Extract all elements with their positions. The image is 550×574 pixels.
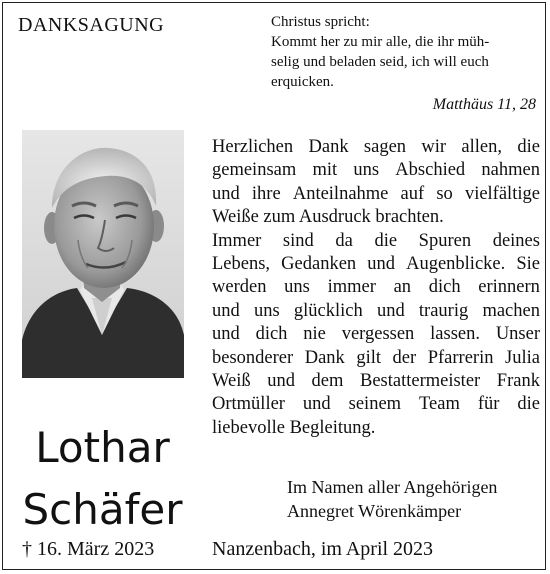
bible-quote (271, 12, 541, 92)
quote-source: Matthäus 11, 28 (432, 96, 536, 113)
signature-name: Annegret Wörenkämper (287, 501, 462, 521)
death-date: † 16. März 2023 (22, 538, 155, 560)
message-line: und uns glücklich und traurig machen (212, 300, 540, 321)
notice-heading: DANKSAGUNG (18, 14, 165, 36)
deceased-last-name: Schäfer (22, 485, 183, 534)
message-line: werden uns immer an dich erinnern (212, 277, 540, 298)
portrait-photo (22, 130, 184, 378)
thank-you-message (212, 136, 540, 440)
message-line: und ihre Anteilnahme auf so vielfältige (212, 183, 540, 204)
message-line: Lebens, Gedanken und Augenblicke. Sie (212, 254, 540, 275)
signature-block (287, 475, 497, 523)
quote-line: selig und beladen seid, ich will euch (271, 54, 489, 70)
quote-line: Christus spricht: (271, 14, 370, 30)
message-line: liebevolle Begleitung. (212, 417, 376, 438)
deceased-first-name: Lothar (35, 423, 170, 472)
quote-line: erquicken. (271, 74, 334, 90)
message-line: Herzlichen Dank sagen wir allen, die (212, 137, 540, 157)
signature-line: Im Namen aller Angehörigen (287, 477, 498, 497)
message-line: gemeinsam mit uns Abschied nahmen (212, 160, 540, 181)
message-line: besonderer Dank gilt der Pfarrerin Julia (212, 347, 540, 368)
message-line: Immer sind da die Spuren deines (212, 230, 540, 251)
place-and-date: Nanzenbach, im April 2023 (212, 538, 434, 560)
message-line: und dich nie vergessen lassen. Unser (212, 324, 540, 345)
message-line: Weiße zum Ausdruck brachten. (212, 207, 444, 228)
message-line: Weiß und dem Bestattermeister Frank (212, 371, 540, 392)
message-line: Ortmüller und seinem Team für die (212, 394, 540, 415)
quote-line: Kommt her zu mir alle, die ihr müh- (271, 34, 490, 50)
